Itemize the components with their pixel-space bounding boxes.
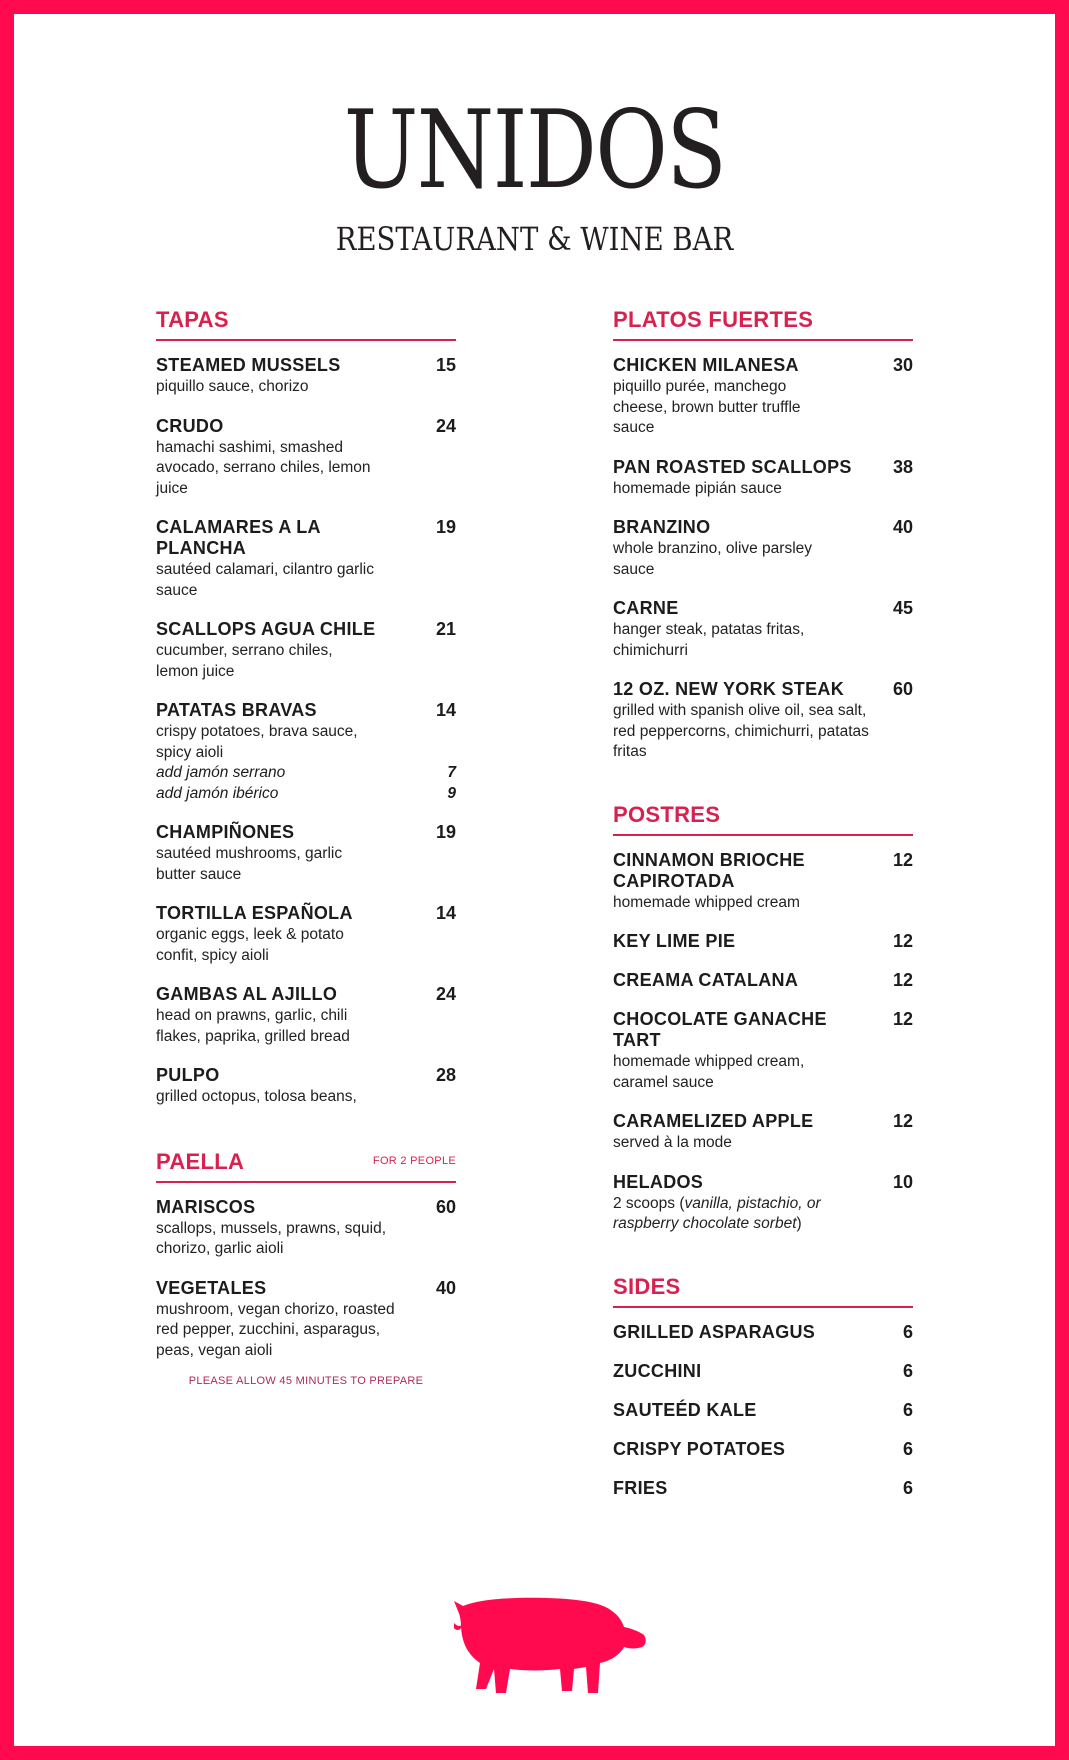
item-price: 24 — [435, 984, 456, 1004]
item-name: TORTILLA ESPAÑOLA — [156, 903, 353, 923]
item-name: SCALLOPS AGUA CHILE — [156, 619, 376, 639]
menu-item — [156, 416, 456, 500]
item-description: served à la mode — [613, 1134, 732, 1151]
item-price: 15 — [435, 355, 456, 375]
restaurant-tagline: RESTAURANT & WINE BAR — [335, 220, 734, 258]
sides-section — [613, 1273, 913, 1499]
postres-section — [613, 801, 913, 1235]
menu-item — [613, 1478, 913, 1499]
sides-title: SIDES — [613, 1273, 681, 1299]
item-price: 40 — [892, 517, 913, 537]
menu-item — [613, 1322, 913, 1343]
item-name: CHOCOLATE GANACHE TART — [613, 1009, 827, 1050]
menu-item — [156, 619, 456, 682]
section-header — [613, 306, 913, 341]
addon-row — [156, 763, 456, 784]
item-price: 40 — [435, 1277, 456, 1298]
pig-icon — [452, 1597, 648, 1699]
item-description: piquillo purée, manchego cheese, brown butter truffle sauce — [613, 378, 801, 436]
item-description: sautéed mushrooms, garlic butter sauce — [156, 845, 343, 883]
item-description: homemade pipián sauce — [613, 479, 782, 497]
left-column — [156, 306, 456, 1422]
item-description: homemade whipped cream — [613, 893, 800, 911]
menu-item — [613, 931, 913, 952]
item-description: homemade whipped cream, caramel sauce — [613, 1053, 805, 1091]
item-price: 6 — [902, 1438, 913, 1459]
menu-item — [613, 1439, 913, 1460]
item-description: whole branzino, olive parsley sauce — [613, 540, 813, 578]
menu-item — [613, 355, 913, 439]
item-price: 6 — [902, 1360, 913, 1381]
item-name: KEY LIME PIE — [613, 931, 736, 951]
item-name: STEAMED MUSSELS — [156, 355, 341, 375]
item-price: 60 — [892, 679, 913, 699]
menu-item — [613, 850, 913, 914]
desc-suffix: ) — [796, 1215, 802, 1232]
item-description — [613, 1194, 863, 1235]
item-price: 14 — [435, 700, 456, 720]
menu-item — [156, 1197, 456, 1260]
menu-item — [613, 598, 913, 661]
item-name: CALAMARES A LA PLANCHA — [156, 517, 321, 558]
item-name: ZUCCHINI — [613, 1360, 702, 1381]
right-column — [613, 306, 913, 1534]
item-price: 6 — [902, 1477, 913, 1498]
item-name: CREAMA CATALANA — [613, 970, 799, 990]
item-description: grilled octopus, tolosa beans, — [156, 1088, 357, 1105]
item-name: 12 OZ. NEW YORK STEAK — [613, 679, 845, 699]
item-description: hamachi sashimi, smashed avocado, serrano chiles, lemon juice — [156, 438, 371, 497]
item-price: 60 — [435, 1196, 456, 1217]
item-price: 19 — [435, 517, 456, 537]
menu-item — [156, 984, 456, 1047]
item-price: 6 — [902, 1399, 913, 1420]
item-price: 45 — [892, 598, 913, 618]
menu-item — [156, 517, 456, 601]
menu-item — [613, 457, 913, 500]
item-description: scallops, mussels, prawns, squid, chorizo, garlic aioli — [156, 1219, 387, 1257]
menu-item — [613, 1361, 913, 1382]
item-description: head on prawns, garlic, chili flakes, paprika, grilled bread — [156, 1007, 350, 1045]
item-description: crispy potatoes, brava sauce, spicy aioli — [156, 723, 358, 761]
item-name: CINNAMON BRIOCHE CAPIROTADA — [613, 849, 805, 891]
paella-section — [156, 1148, 456, 1388]
item-name: CARNE — [613, 598, 679, 618]
item-description: grilled with spanish olive oil, sea salt, red peppercorns, chimichurri, patatas fritas — [613, 702, 869, 760]
item-description: sautéed calamari, cilantro garlic sauce — [156, 561, 374, 599]
tapas-title: TAPAS — [156, 307, 229, 332]
item-name: SAUTEÉD KALE — [613, 1399, 757, 1420]
item-name: VEGETALES — [156, 1277, 267, 1298]
section-header — [613, 801, 913, 836]
item-name: HELADOS — [613, 1171, 704, 1192]
postres-title: POSTRES — [613, 801, 721, 827]
item-name: CHAMPIÑONES — [156, 822, 295, 842]
addon-label: add jamón ibérico — [156, 784, 279, 802]
menu-item — [613, 679, 913, 763]
item-description: hanger steak, patatas fritas, chimichurri — [613, 621, 805, 659]
addon-price: 9 — [447, 784, 456, 802]
menu-item — [156, 1065, 456, 1108]
addon-label: add jamón serrano — [156, 764, 286, 781]
section-header — [156, 1148, 456, 1183]
item-price: 38 — [892, 456, 913, 477]
item-price: 10 — [892, 1171, 913, 1192]
menu-item — [613, 517, 913, 580]
item-name: MARISCOS — [156, 1196, 256, 1217]
platos-section — [613, 306, 913, 763]
menu-item — [613, 1009, 913, 1093]
paella-footer-note: PLEASE ALLOW 45 MINUTES TO PREPARE — [188, 1375, 424, 1387]
item-name: GRILLED ASPARAGUS — [613, 1321, 816, 1342]
menu-item — [156, 1278, 456, 1362]
menu-item — [613, 1172, 913, 1235]
section-header — [613, 1273, 913, 1308]
item-price: 12 — [892, 931, 913, 951]
paella-title: PAELLA — [156, 1148, 245, 1174]
item-name: PULPO — [156, 1065, 220, 1085]
menu-item — [613, 1400, 913, 1421]
platos-title: PLATOS FUERTES — [613, 307, 814, 332]
item-name: CRISPY POTATOES — [613, 1438, 786, 1459]
menu-item — [156, 355, 456, 398]
paella-note: FOR 2 PEOPLE — [372, 1154, 456, 1167]
item-description: cucumber, serrano chiles, lemon juice — [156, 642, 333, 680]
addon-price: 7 — [447, 764, 456, 781]
item-name: GAMBAS AL AJILLO — [156, 984, 338, 1004]
item-name: CARAMELIZED APPLE — [613, 1111, 814, 1131]
item-description: piquillo sauce, chorizo — [156, 378, 309, 395]
item-name: PAN ROASTED SCALLOPS — [613, 456, 852, 477]
menu-item — [156, 822, 456, 885]
item-price: 12 — [892, 849, 913, 870]
menu-item — [613, 970, 913, 991]
item-name: PATATAS BRAVAS — [156, 700, 317, 720]
item-name: CRUDO — [156, 415, 224, 436]
item-price: 12 — [892, 970, 913, 990]
section-header — [156, 306, 456, 341]
item-price: 14 — [435, 903, 456, 923]
item-price: 19 — [435, 822, 456, 842]
item-name: CHICKEN MILANESA — [613, 355, 799, 375]
item-price: 24 — [435, 415, 456, 436]
item-description: organic eggs, leek & potato confit, spicy aioli — [156, 926, 344, 964]
item-price: 12 — [892, 1111, 913, 1131]
item-price: 28 — [435, 1065, 456, 1085]
addon-row — [156, 784, 456, 805]
item-price: 6 — [902, 1321, 913, 1342]
item-price: 12 — [892, 1009, 913, 1029]
item-name: BRANZINO — [613, 517, 711, 537]
restaurant-name: UNIDOS — [343, 88, 726, 213]
item-price: 21 — [435, 619, 456, 639]
item-description: mushroom, vegan chorizo, roasted red pepper, zucchini, asparagus, peas, vegan aioli — [156, 1300, 395, 1359]
menu-item — [156, 700, 456, 804]
item-name: FRIES — [613, 1477, 668, 1498]
menu-item — [613, 1111, 913, 1154]
desc-prefix: 2 scoops ( — [613, 1194, 685, 1212]
item-price: 30 — [892, 355, 913, 375]
tapas-section — [156, 306, 456, 1108]
desc-flavors: vanilla, pistachio, or raspberry chocolate sorbet — [613, 1194, 821, 1232]
menu-item — [156, 903, 456, 966]
